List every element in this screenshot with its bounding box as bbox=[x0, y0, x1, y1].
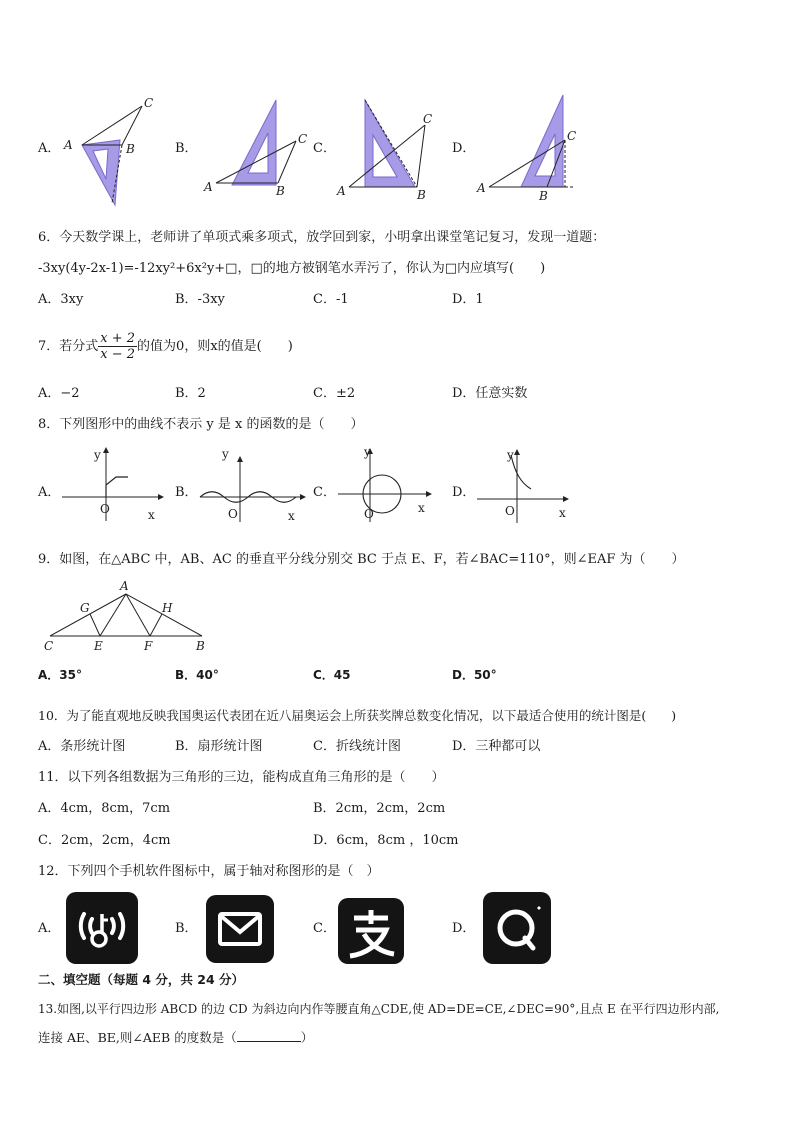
wifi-key-icon bbox=[66, 892, 138, 964]
q9-label-f: F bbox=[144, 639, 153, 653]
q9-figure bbox=[40, 576, 220, 656]
q8-graph-c bbox=[334, 444, 444, 524]
q6-option-a: A．3xy bbox=[38, 292, 84, 307]
q5d-label-a: A bbox=[477, 181, 486, 195]
q8-option-a-letter: A． bbox=[38, 485, 61, 500]
q11-option-a: A．4cm，8cm，7cm bbox=[38, 801, 171, 816]
alipay-icon bbox=[338, 898, 404, 964]
q5d-label-b: B bbox=[539, 189, 548, 203]
q6-option-d: D．1 bbox=[452, 292, 484, 307]
q7-option-a: A．−2 bbox=[38, 386, 80, 401]
search-q-icon bbox=[483, 892, 551, 964]
q6-equation: -3xy(4y-2x-1)=-12xy²+6x²y+□，□的地方被钢笔水弄污了，你认为□内应填写( ) bbox=[38, 261, 546, 276]
q5-option-c-letter: C． bbox=[313, 141, 336, 156]
q8a-axis-x: x bbox=[148, 508, 155, 522]
q5a-label-c: C bbox=[144, 96, 154, 110]
q12-question: 12．下列四个手机软件图标中，属于轴对称图形的是（ ） bbox=[38, 864, 380, 879]
alipay-app-icon bbox=[338, 898, 404, 964]
q8-option-d-letter: D． bbox=[452, 485, 476, 500]
q5c-label-a: A bbox=[337, 184, 346, 198]
q13-line-2 bbox=[38, 1029, 313, 1047]
q9-option-c: C．45 bbox=[313, 668, 351, 682]
q7-option-b: B．2 bbox=[175, 386, 206, 401]
mail-app-icon bbox=[206, 895, 274, 963]
q5c-label-b: B bbox=[417, 188, 426, 202]
q7-option-d: D．任意实数 bbox=[452, 386, 528, 401]
q5-option-b-letter: B． bbox=[175, 141, 198, 156]
q7-suffix: 的值为0，则x的值是( ) bbox=[137, 339, 293, 354]
q7-denominator: x − 2 bbox=[100, 347, 136, 362]
envelope-icon bbox=[206, 895, 274, 963]
q7-prefix: 7．若分式 bbox=[38, 339, 99, 354]
q9-option-d: D．50° bbox=[452, 668, 497, 682]
q5-figure-c bbox=[335, 95, 455, 205]
q12-option-b-letter: B． bbox=[175, 921, 198, 936]
q8d-axis-y: y bbox=[507, 448, 514, 462]
q7-numerator: x + 2 bbox=[100, 331, 136, 346]
wifi-key-app-icon bbox=[66, 892, 138, 964]
q8c-origin: O bbox=[364, 507, 374, 521]
q5b-label-a: A bbox=[204, 180, 213, 194]
q11-question: 11．以下列各组数据为三角形的三边，能构成直角三角形的是（ ） bbox=[38, 770, 445, 785]
q8d-origin: O bbox=[505, 504, 515, 518]
q11-option-b: B．2cm，2cm，2cm bbox=[313, 801, 446, 816]
q12-option-a-letter: A． bbox=[38, 921, 61, 936]
q9-label-a: A bbox=[120, 579, 129, 593]
q6-question: 6．今天数学课上，老师讲了单项式乘多项式，放学回到家，小明拿出课堂笔记复习，发现一道题： bbox=[38, 230, 606, 245]
q10-option-b: B．扇形统计图 bbox=[175, 739, 263, 754]
q10-option-d: D．三种都可以 bbox=[452, 739, 541, 754]
q8c-axis-x: x bbox=[418, 501, 425, 515]
q10-option-c: C．折线统计图 bbox=[313, 739, 401, 754]
q8c-axis-y: y bbox=[364, 445, 371, 459]
search-app-icon bbox=[483, 892, 551, 964]
q9-label-h: H bbox=[162, 601, 173, 615]
q11-option-c: C．2cm，2cm，4cm bbox=[38, 833, 171, 848]
section-2-title: 二、填空题（每题 4 分，共 24 分） bbox=[38, 972, 245, 987]
q8a-axis-y: y bbox=[94, 448, 101, 462]
q5-option-d-letter: D． bbox=[452, 141, 476, 156]
q5b-label-c: C bbox=[298, 132, 308, 146]
q8b-origin: O bbox=[228, 507, 238, 521]
q9-label-b: B bbox=[196, 639, 205, 653]
q9-label-e: E bbox=[94, 639, 103, 653]
q5-figure-b bbox=[200, 95, 320, 205]
q6-option-b: B．-3xy bbox=[175, 292, 225, 307]
q11-option-d: D．6cm，8cm ，10cm bbox=[313, 833, 459, 848]
q8b-axis-y: y bbox=[222, 447, 229, 461]
q8-graph-d bbox=[473, 445, 583, 525]
q12-option-c-letter: C． bbox=[313, 921, 336, 936]
q13-line-2-prefix: 连接 AE、BE,则∠AEB 的度数是（ bbox=[38, 1030, 237, 1045]
q12-option-d-letter: D． bbox=[452, 921, 476, 936]
q10-question: 10．为了能直观地反映我国奥运代表团在近八届奥运会上所获奖牌总数变化情况，以下最适合使用的统计图是( ) bbox=[38, 708, 677, 723]
q5a-label-a: A bbox=[64, 138, 73, 152]
q13-line-1: 13.如图,以平行四边形 ABCD 的边 CD 为斜边向内作等腰直角△CDE,使 AD=DE=CE,∠DEC=90°,且点 E 在平行四边形内部, bbox=[38, 1002, 720, 1016]
q9-option-a: A．35° bbox=[38, 668, 82, 682]
q13-line-2-suffix: ） bbox=[300, 1030, 314, 1045]
q13-answer-blank[interactable] bbox=[237, 1029, 301, 1042]
q8-question: 8．下列图形中的曲线不表示 y 是 x 的函数的是（ ） bbox=[38, 417, 364, 432]
q9-question: 9．如图，在△ABC 中，AB、AC 的垂直平分线分别交 BC 于点 E、F，若∠BAC=110°，则∠EAF 为（ ） bbox=[38, 552, 685, 567]
q7-option-c: C．±2 bbox=[313, 386, 356, 401]
q9-label-g: G bbox=[80, 601, 90, 615]
q5-figure-a bbox=[60, 95, 170, 205]
q8b-axis-x: x bbox=[288, 509, 295, 523]
q8-graph-b bbox=[196, 447, 311, 525]
q9-label-c: C bbox=[44, 639, 54, 653]
q5b-label-b: B bbox=[276, 184, 285, 198]
q6-option-c: C．-1 bbox=[313, 292, 349, 307]
q8a-origin: O bbox=[100, 502, 110, 516]
q8-option-c-letter: C． bbox=[313, 485, 336, 500]
q8-graph-a bbox=[58, 445, 168, 525]
q9-option-b: B．40° bbox=[175, 668, 219, 682]
q5a-label-b: B bbox=[126, 142, 135, 156]
q8-option-b-letter: B． bbox=[175, 485, 198, 500]
q5-figure-d bbox=[475, 90, 605, 205]
q7-question bbox=[38, 330, 293, 364]
q5c-label-c: C bbox=[423, 112, 433, 126]
q7-fraction bbox=[98, 331, 137, 362]
q5-option-a-letter: A． bbox=[38, 141, 61, 156]
q5d-label-c: C bbox=[567, 129, 577, 143]
q8d-axis-x: x bbox=[559, 506, 566, 520]
q10-option-a: A．条形统计图 bbox=[38, 739, 126, 754]
